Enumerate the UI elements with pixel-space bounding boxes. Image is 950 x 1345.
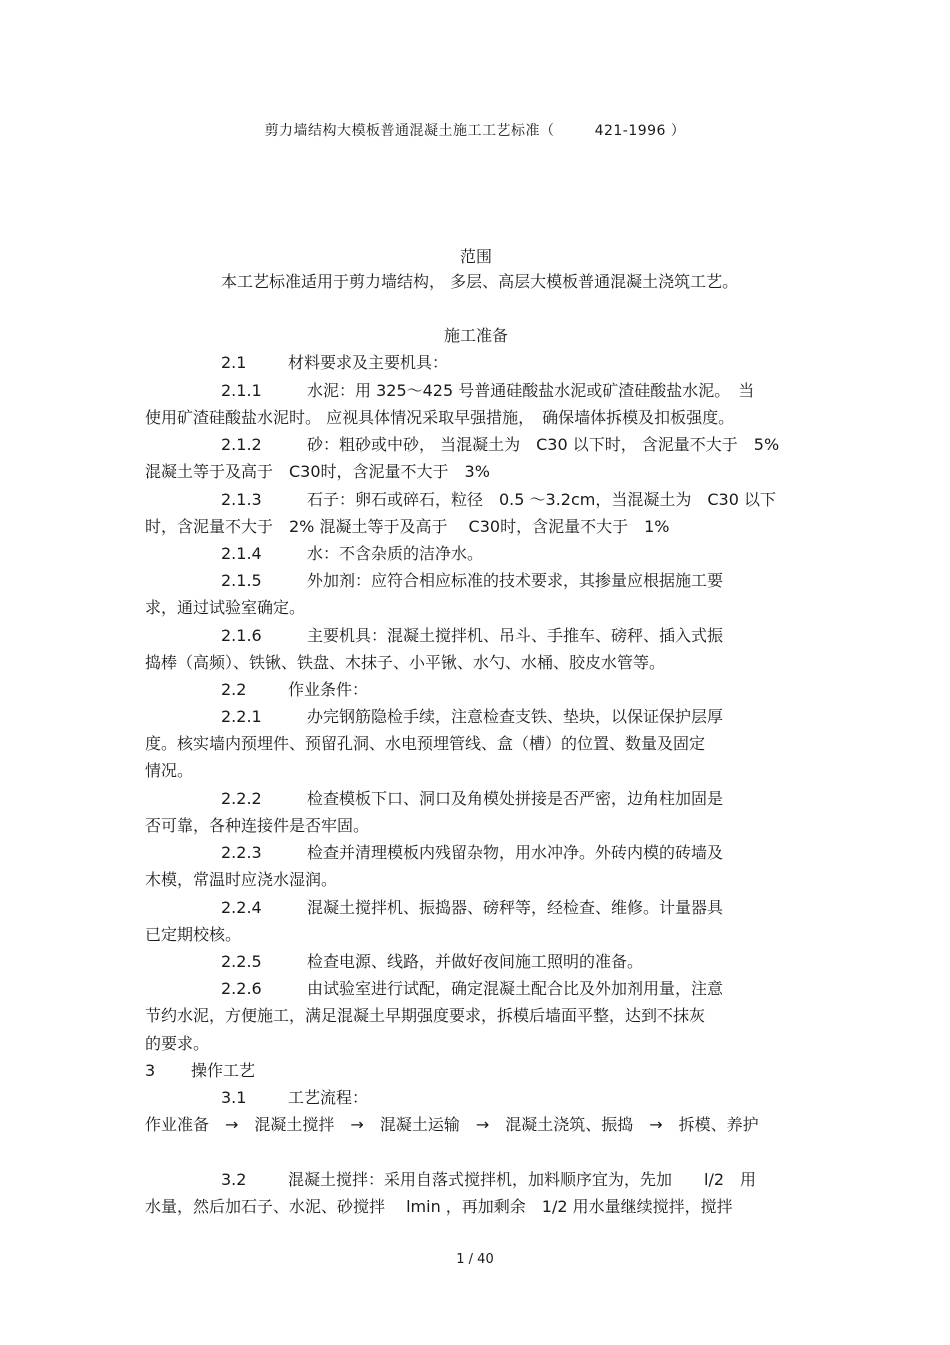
para-text: 检查电源、线路，并做好夜间施工照明的准备。 [307, 952, 644, 971]
document-header [0, 120, 950, 140]
para-text: 材料要求及主要机具： [288, 353, 449, 372]
para-3-2-cont: 水量，然后加石子、水泥、砂搅拌 lmin ，再加剩余 1/2 用水量继续搅拌，搅拌 [145, 1197, 733, 1216]
para-2-2-6 [145, 975, 723, 1002]
para-text: 砂：粗砂或中砂， 当混凝土为 C30 以下时， 含泥量不大于 5% [307, 435, 780, 454]
para-number: 2.2.3 [221, 843, 262, 862]
para-3-1 [145, 1084, 368, 1111]
para-2-2-4-cont: 已定期校核。 [145, 925, 242, 944]
process-flow: 作业准备 → 混凝土搅拌 → 混凝土运输 → 混凝土浇筑、振捣 → 拆模、养护 [145, 1115, 759, 1134]
para-2-2-5 [145, 948, 643, 975]
para-number: 2.2.1 [221, 707, 262, 726]
para-2-2-1-cont2: 情况。 [145, 761, 194, 780]
para-text: 检查并清理模板内残留杂物，用水冲净。外砖内模的砖墙及 [307, 843, 724, 862]
para-2-2-4 [145, 894, 723, 921]
para-text: 由试验室进行试配，确定混凝土配合比及外加剂用量，注意 [307, 979, 724, 998]
scope-text: 本工艺标准适用于剪力墙结构， 多层、高层大模板普通混凝土浇筑工艺。 [221, 272, 739, 291]
para-text: 混凝土搅拌：采用自落式搅拌机，加料顺序宜为，先加 l/2 用 [288, 1170, 757, 1189]
para-2-1-4 [145, 540, 483, 567]
para-text: 办完钢筋隐检手续，注意检查支铁、垫块，以保证保护层厚 [307, 707, 724, 726]
para-2-1-2-cont: 混凝土等于及高于 C30时，含泥量不大于 3% [145, 462, 490, 481]
section-3-heading [145, 1057, 255, 1084]
para-3-2 [145, 1166, 756, 1193]
para-number: 3.2 [221, 1170, 247, 1189]
para-2-2-2 [145, 785, 723, 812]
para-2-1-5 [145, 567, 723, 594]
section-title: 操作工艺 [191, 1061, 256, 1080]
para-number: 2.1.6 [221, 626, 262, 645]
para-2-1-3 [145, 486, 776, 513]
header-standard-number: 421-1996 ） [594, 123, 686, 139]
para-number: 2.2.2 [221, 789, 262, 808]
para-2-1-3-cont: 时，含泥量不大于 2% 混凝土等于及高于 C30时，含泥量不大于 1% [145, 517, 670, 536]
para-text: 外加剂：应符合相应标准的技术要求，其掺量应根据施工要 [307, 571, 724, 590]
para-2-2-3 [145, 839, 723, 866]
para-number: 2.1.1 [221, 381, 262, 400]
section-number: 3 [145, 1061, 156, 1080]
para-2-1-6-cont: 捣棒（高频）、铁锹、铁盘、木抹子、小平锹、水勺、水桶、胶皮水管等。 [145, 653, 666, 672]
para-2-1-1-cont: 使用矿渣硅酸盐水泥时。 应视具体情况采取早强措施， 确保墙体拆模及扣板强度。 [145, 408, 735, 427]
para-2-2-2-cont: 否可靠，各种连接件是否牢固。 [145, 816, 370, 835]
para-2-2 [145, 676, 368, 703]
para-2-1-5-cont: 求，通过试验室确定。 [145, 598, 306, 617]
para-text: 作业条件： [288, 680, 369, 699]
para-number: 2.2 [221, 680, 247, 699]
para-2-2-1-cont: 度。核实墙内预埋件、预留孔洞、水电预埋管线、盒（槽）的位置、数量及固定 [145, 734, 706, 753]
para-text: 工艺流程： [288, 1088, 369, 1107]
para-number: 2.2.5 [221, 952, 262, 971]
para-text: 水：不含杂质的洁净水。 [307, 544, 484, 563]
para-2-1-6 [145, 622, 723, 649]
para-number: 2.1.2 [221, 435, 262, 454]
header-title: 剪力墙结构大模板普通混凝土施工工艺标准（ [264, 123, 555, 139]
para-text: 石子：卵石或碎石，粒径 0.5 ～3.2cm，当混凝土为 C30 以下 [307, 490, 776, 509]
para-text: 检查模板下口、洞口及角模处拼接是否严密，边角柱加固是 [307, 789, 724, 808]
para-number: 2.2.4 [221, 898, 262, 917]
para-number: 2.2.6 [221, 979, 262, 998]
para-2-2-3-cont: 木模，常温时应浇水湿润。 [145, 870, 338, 889]
para-number: 2.1.4 [221, 544, 262, 563]
para-2-1 [145, 349, 448, 376]
para-number: 3.1 [221, 1088, 247, 1107]
para-text: 主要机具：混凝土搅拌机、吊斗、手推车、磅秤、插入式振 [307, 626, 724, 645]
page-number: 1 / 40 [456, 1252, 494, 1267]
para-2-2-1 [145, 703, 723, 730]
para-2-1-2 [145, 431, 779, 458]
para-text: 水泥：用 325～425 号普通硅酸盐水泥或矿渣硅酸盐水泥。 当 [307, 381, 755, 400]
scope-heading: 范围 [459, 247, 492, 266]
para-number: 2.1.5 [221, 571, 262, 590]
para-number: 2.1.3 [221, 490, 262, 509]
para-2-2-6-cont2: 的要求。 [145, 1034, 210, 1053]
para-2-2-6-cont: 节约水泥，方便施工，满足混凝土早期强度要求，拆模后墙面平整，达到不抹灰 [145, 1006, 706, 1025]
para-2-1-1 [145, 377, 754, 404]
para-number: 2.1 [221, 353, 247, 372]
para-text: 混凝土搅拌机、振捣器、磅秤等，经检查、维修。计量器具 [307, 898, 724, 917]
prep-heading: 施工准备 [443, 326, 508, 345]
